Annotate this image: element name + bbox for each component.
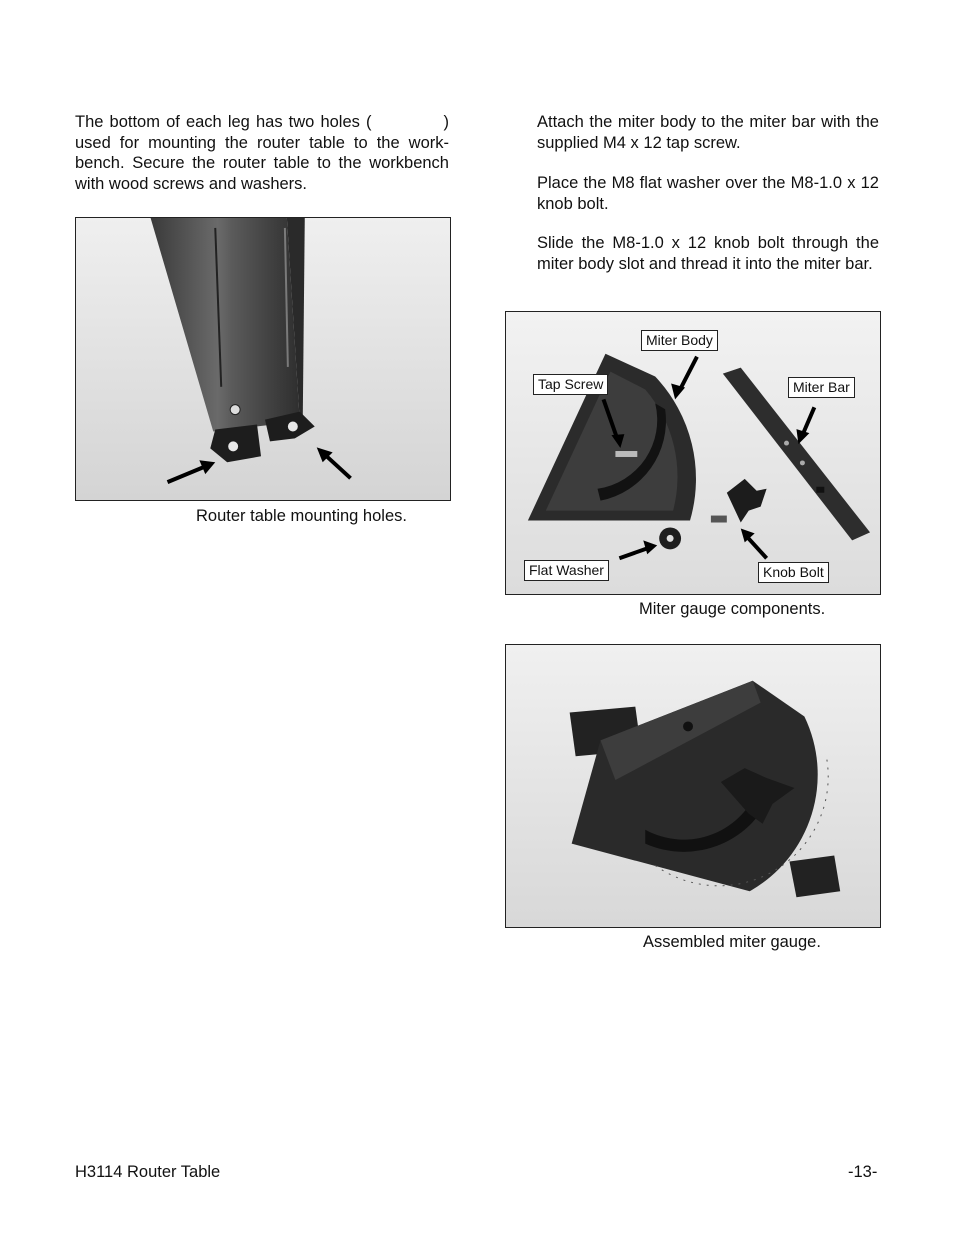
miter-gauge-components-photo	[505, 311, 881, 595]
footer-title: H3114 Router Table	[75, 1163, 221, 1181]
assembled-miter-caption: Assembled miter gauge.	[643, 933, 821, 951]
assembled-miter-gauge-photo	[505, 644, 881, 928]
router-leg-caption: Router table mounting holes.	[196, 507, 407, 525]
miter-components-caption: Miter gauge components.	[639, 600, 826, 618]
mounting-paragraph	[75, 112, 449, 194]
step-attach-miter-body: Attach the miter body to the miter bar with the supplied M4 x 12 tap screw.	[537, 113, 879, 152]
miter-components-illustration	[506, 312, 880, 594]
page-number: -13-	[848, 1163, 878, 1181]
step-slide-knob-bolt: Slide the M8-1.0 x 12 knob bolt through the miter body slot and thread it into the miter bar.	[537, 234, 879, 273]
mounting-text-start: The bottom of each leg has two holes (	[75, 113, 372, 131]
assembled-miter-illustration	[506, 645, 880, 927]
step-place-washer: Place the M8 flat washer over the M8-1.0 x 12 knob bolt.	[537, 174, 879, 213]
callout-flat-washer: Flat Washer	[524, 560, 609, 581]
router-leg-photo	[75, 217, 451, 501]
callout-miter-body: Miter Body	[641, 330, 718, 351]
callout-knob-bolt: Knob Bolt	[758, 562, 829, 583]
mounting-text-rest: used for mounting the router table to the work-bench. Secure the router table to the workbench with wood screws and washers.	[75, 133, 449, 193]
callout-miter-bar: Miter Bar	[788, 377, 855, 398]
callout-tap-screw: Tap Screw	[533, 374, 608, 395]
router-leg-illustration	[76, 218, 450, 500]
mounting-text-close: )	[443, 113, 449, 131]
